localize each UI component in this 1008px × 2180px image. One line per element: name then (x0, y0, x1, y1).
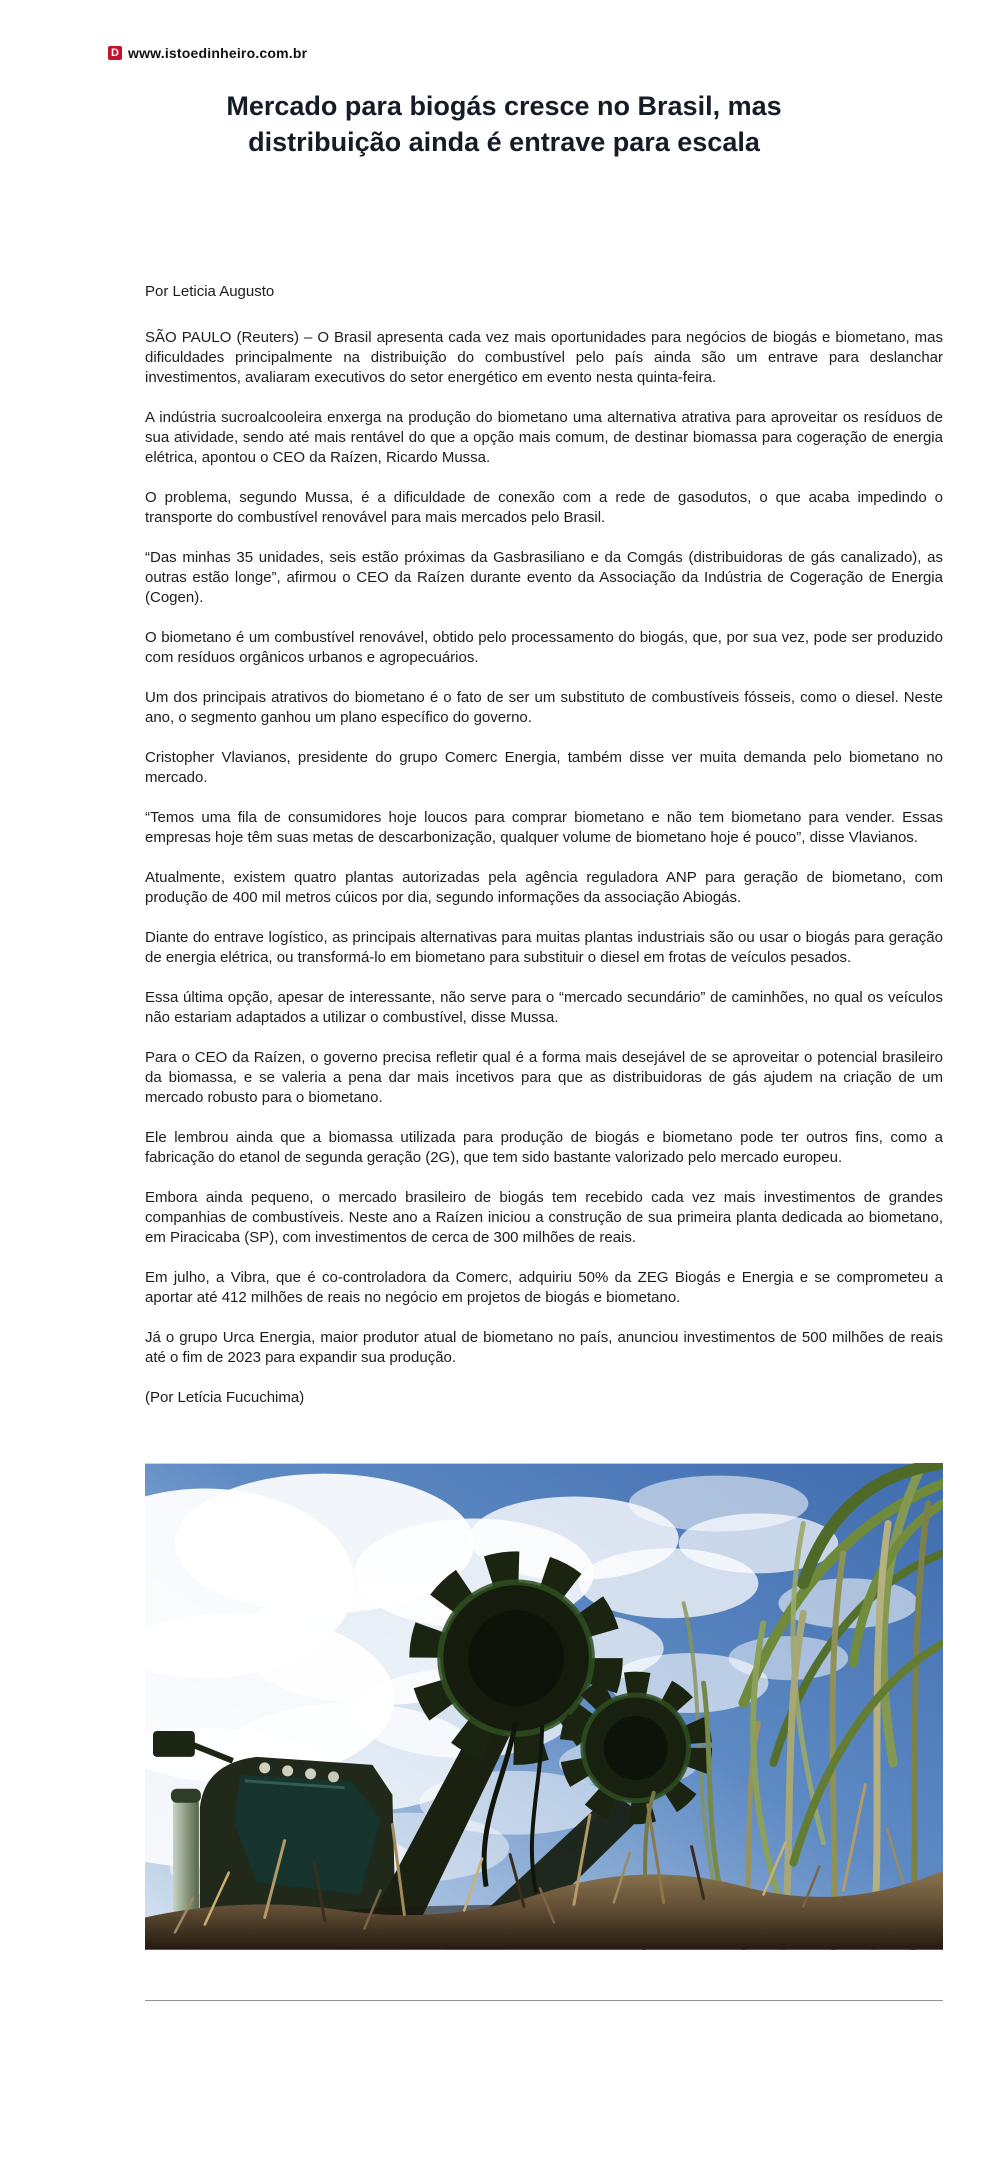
article-paragraph: SÃO PAULO (Reuters) – O Brasil apresenta cada vez mais oportunidades para negócios de biogás e biometano, mas dificuldades principalmente na distribuição do combustível pelo país ainda são um entrave para deslanchar investimentos, avaliaram executivos do setor energético em evento nesta quinta-feira. (145, 329, 943, 386)
article-paragraph: O problema, segundo Mussa, é a dificuldade de conexão com a rede de gasodutos, o que acaba impedindo o transporte do combustível renovável para mais mercados pelo Brasil. (145, 489, 943, 526)
article-byline: Por Leticia Augusto (145, 283, 275, 300)
article-paragraph: “Das minhas 35 unidades, seis estão próximas da Gasbrasiliano e da Comgás (distribuidoras de gás canalizado), as outras estão longe”, afirmou o CEO da Raízen durante evento da Associação da Indústria de Cogeração de Energia (Cogen). (145, 549, 943, 606)
footer-divider (145, 2000, 943, 2001)
article-paragraph: Essa última opção, apesar de interessante, não serve para o “mercado secundário” de caminhões, no qual os veículos não estariam adaptados a utilizar o combustível, disse Mussa. (145, 989, 943, 1026)
article-photo (145, 1463, 943, 1950)
article-paragraph: Para o CEO da Raízen, o governo precisa refletir qual é a forma mais desejável de se aproveitar o potencial brasileiro da biomassa, e se valeria a pena dar mais incetivos para que as distribuidoras de gás ajudem na criação de um mercado robusto para o biometano. (145, 1049, 943, 1106)
site-domain-link[interactable]: www.istoedinheiro.com.br (128, 45, 308, 61)
article-paragraph: Cristopher Vlavianos, presidente do grupo Comerc Energia, também disse ver muita demanda pelo biometano no mercado. (145, 749, 943, 786)
article-paragraph: Um dos principais atrativos do biometano é o fato de ser um substituto de combustíveis fósseis, como o diesel. Neste ano, o segmento ganhou um plano específico do governo. (145, 689, 943, 726)
article-paragraph: Em julho, a Vibra, que é co-controladora da Comerc, adquiriu 50% da ZEG Biogás e Energia e se comprometeu a aportar até 412 milhões de reais no negócio em projetos de biogás e biometano. (145, 1269, 943, 1306)
site-header (108, 0, 1008, 62)
article-paragraph: Já o grupo Urca Energia, maior produtor atual de biometano no país, anunciou investimentos de 500 milhões de reais até o fim de 2023 para expandir sua produção. (145, 1329, 943, 1366)
article-title: Mercado para biogás cresce no Brasil, mas distribuição ainda é entrave para escala (226, 91, 782, 157)
article-paragraph: “Temos uma fila de consumidores hoje loucos para comprar biometano e não tem biometano para vender. Essas empresas hoje têm suas metas de descarbonização, qualquer volume de biometano hoje é pouco”, disse Vlavianos. (145, 809, 943, 846)
article-paragraph: Ele lembrou ainda que a biomassa utilizada para produção de biogás e biometano pode ter outros fins, como a fabricação do etanol de segunda geração (2G), que tem sido bastante valorizado pelo mercado europeu. (145, 1129, 943, 1166)
article-paragraph: Diante do entrave logístico, as principais alternativas para muitas plantas industriais são ou usar o biogás para geração de energia elétrica, ou transformá-lo em biometano para substituir o diesel em frotas de veículos pesados. (145, 929, 943, 966)
article-paragraph: Embora ainda pequeno, o mercado brasileiro de biogás tem recebido cada vez mais investimentos de grandes companhias de combustíveis. Neste ano a Raízen iniciou a construção de sua primeira planta dedicada ao biometano, em Piracicaba (SP), com investimentos de cerca de 300 milhões de reais. (145, 1189, 943, 1246)
article-signoff: (Por Letícia Fucuchima) (145, 1389, 305, 1406)
article-paragraph: O biometano é um combustível renovável, obtido pelo processamento do biogás, que, por sua vez, pode ser produzido com resíduos orgânicos urbanos e agropecuários. (145, 629, 943, 666)
article-paragraph: Atualmente, existem quatro plantas autorizadas pela agência reguladora ANP para geração de biometano, com produção de 400 mil metros cúicos por dia, segundo informações da associação Abiogás. (145, 869, 943, 906)
article-paragraph: A indústria sucroalcooleira enxerga na produção do biometano uma alternativa atrativa para aproveitar os resíduos de sua atividade, sendo até mais rentável do que a opção mais comum, de destinar biomassa para cogeração de energia elétrica, apontou o CEO da Raízen, Ricardo Mussa. (145, 409, 943, 466)
site-logo-icon[interactable]: D (108, 46, 122, 60)
article-body (145, 282, 943, 2001)
